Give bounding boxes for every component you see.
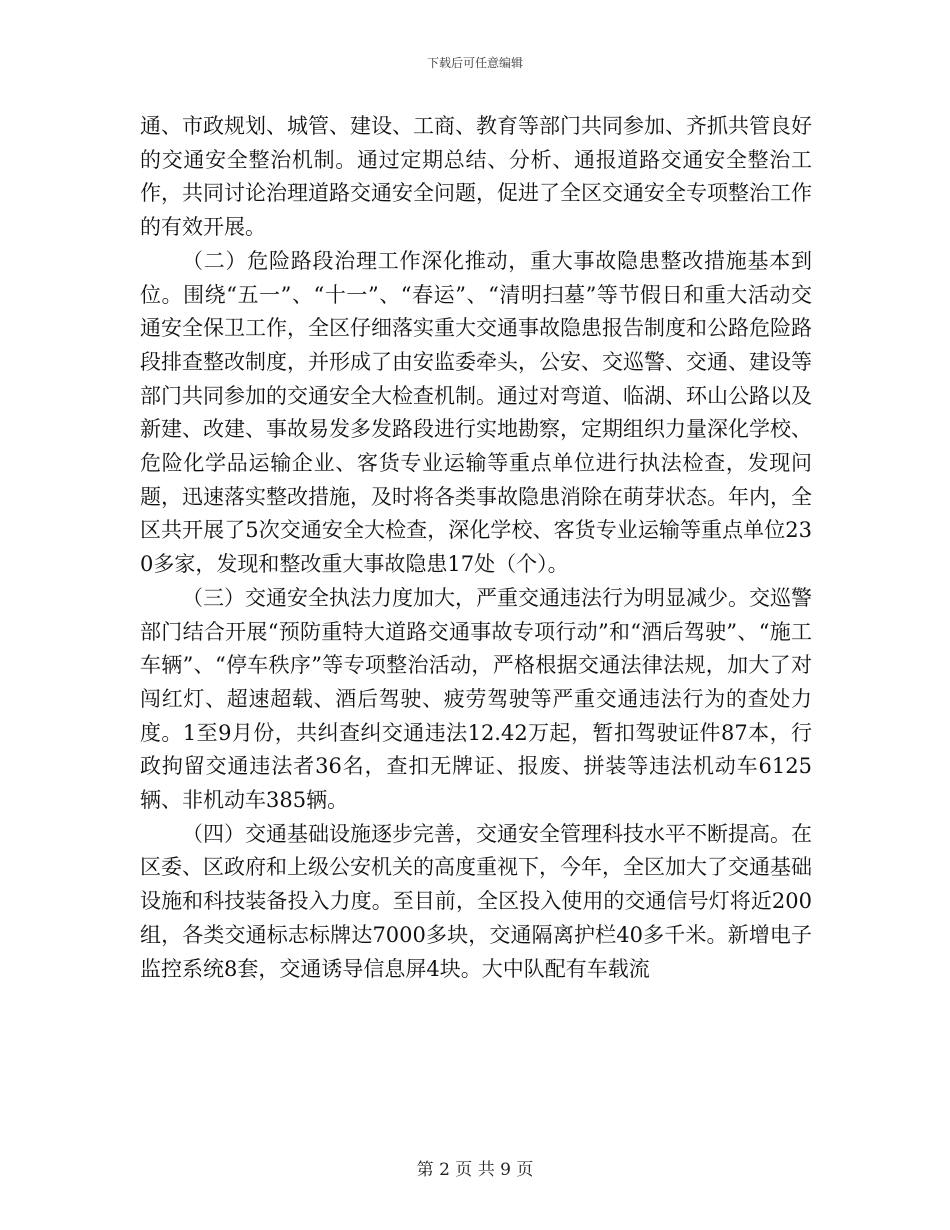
paragraph-section-4: （四）交通基础设施逐步完善，交通安全管理科技水平不断提高。在区委、区政府和上级公安机关的高度重视下，今年，全区加大了交通基础设施和科技装备投入力度。至目前，全区投入使用的交通信号灯将近200组，各类交通标志标牌达7000多块，交通隔离护栏40多千米。新增电子监控系统8套，交通诱导信息屏4块。大中队配有车载流 — [140, 821, 812, 981]
document-body — [140, 110, 812, 986]
paragraph-section-3: （三）交通安全执法力度加大，严重交通违法行为明显减少。交巡警部门结合开展“预防重特大道路交通事故专项行动”和“酒后驾驶”、“施工车辆”、“停车秩序”等专项整治活动，严格根据交通法律法规，加大了对闯红灯、超速超载、酒后驾驶、疲劳驾驶等严重交通违法行为的查处力度。1至9月份，共纠查纠交通违法12.42万起，暂扣驾驶证件87本，行政拘留交通违法者36名，查扣无牌证、报废、拼装等违法机动车6125辆、非机动车385辆。 — [140, 585, 812, 813]
paragraph-continuation: 通、市政规划、城管、建设、工商、教育等部门共同参加、齐抓共管良好的交通安全整治机制。通过定期总结、分析、通报道路交通安全整治工作，共同讨论治理道路交通安全问题，促进了全区交通安全专项整治工作的有效开展。 — [140, 114, 812, 240]
page-footer — [0, 1155, 950, 1180]
paragraph-section-2: （二）危险路段治理工作深化推动，重大事故隐患整改措施基本到位。围绕“五一”、“十一”、“春运”、“清明扫墓”等节假日和重大活动交通安全保卫工作，全区仔细落实重大交通事故隐患报告制度和公路危险路段排查整改制度，并形成了由安监委牵头，公安、交巡警、交通、建设等部门共同参加的交通安全大检查机制。通过对弯道、临湖、环山公路以及新建、改建、事故易发多发路段进行实地勘察，定期组织力量深化学校、危险化学品运输企业、客货专业运输等重点单位进行执法检查，发现问题，迅速落实整改措施，及时将各类事故隐患消除在萌芽状态。年内，全区共开展了5次交通安全大检查，深化学校、客货专业运输等重点单位230多家，发现和整改重大事故隐患17处（个）。 — [140, 248, 812, 577]
page-number: 第 2 页 共 9 页 — [416, 1160, 534, 1180]
page-header: 下载后可任意编辑 — [426, 56, 523, 70]
